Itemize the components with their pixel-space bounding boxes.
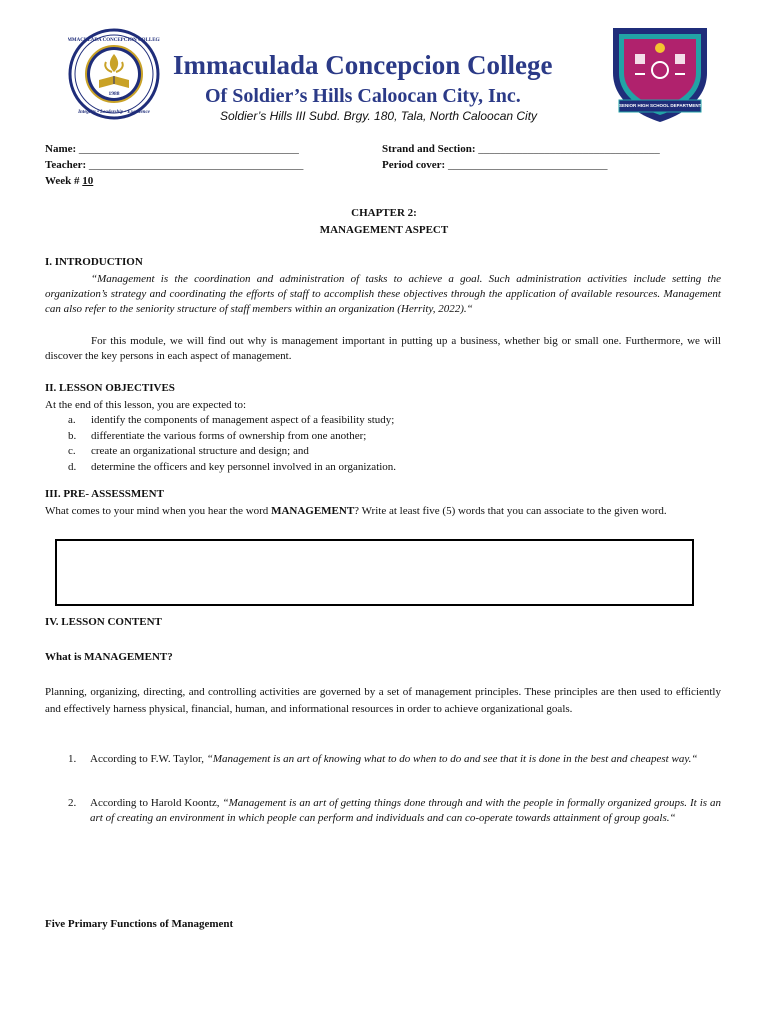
objective-text: differentiate the various forms of ownership from one another; bbox=[91, 429, 367, 442]
introduction-quote: “Management is the coordination and administration of tasks to achieve a goal. Such administration activities include setting the organization’s strategy and coordinating the efforts of staff to accomplish these objectives through the application of available resources. Management can also refer to the seniority structure of staff members within an organization (Herrity, 2022).“ bbox=[45, 273, 721, 315]
objective-text: identify the components of management aspect of a feasibility study; bbox=[91, 414, 395, 426]
seal-year-text: 1988 bbox=[108, 91, 120, 97]
objective-item bbox=[68, 444, 668, 460]
teacher-blank: _______________________________________ bbox=[88, 159, 304, 171]
definition-quote: “Management is an art of getting things done through and with the people in formally organized groups. It is an art of creating an environment in which people can perform and individuals and can co-operate towards attainment of group goals.“ bbox=[90, 797, 721, 824]
period-cover-blank: _____________________________ bbox=[447, 159, 608, 171]
definition-item bbox=[68, 796, 721, 826]
objective-marker: a. bbox=[68, 414, 76, 426]
objective-item bbox=[68, 429, 668, 445]
lesson-content-heading: IV. LESSON CONTENT bbox=[45, 616, 162, 628]
definition-number: 2. bbox=[68, 797, 77, 809]
objective-text: create an organizational structure and design; and bbox=[91, 445, 309, 457]
teacher-field[interactable] bbox=[45, 158, 303, 173]
objective-item bbox=[68, 460, 668, 476]
shs-banner-text: SENIOR HIGH SCHOOL DEPARTMENT bbox=[619, 103, 701, 108]
pre-assessment-prompt bbox=[45, 504, 721, 519]
definition-lead: According to Harold Koontz, bbox=[90, 797, 223, 809]
college-subtitle: Of Soldier’s Hills Caloocan City, Inc. bbox=[205, 85, 521, 107]
objectives-heading: II. LESSON OBJECTIVES bbox=[45, 382, 175, 394]
strand-section-field[interactable] bbox=[382, 142, 660, 157]
definition-lead: According to F.W. Taylor, bbox=[90, 753, 207, 765]
strand-section-blank: _________________________________ bbox=[478, 143, 660, 155]
college-seal-logo bbox=[68, 28, 160, 120]
strand-section-label: Strand and Section: bbox=[382, 143, 476, 155]
name-label: Name: bbox=[45, 143, 77, 155]
objectives-intro: At the end of this lesson, you are expected to: bbox=[45, 399, 247, 411]
college-address: Soldier’s Hills III Subd. Brgy. 180, Tala, North Caloocan City bbox=[220, 109, 538, 123]
prompt-text-before: What comes to your mind when you hear the word bbox=[45, 505, 272, 517]
senior-high-school-badge bbox=[605, 18, 715, 124]
teacher-label: Teacher: bbox=[45, 159, 87, 171]
prompt-keyword: MANAGEMENT bbox=[271, 505, 355, 517]
objective-text: determine the officers and key personnel involved in an organization. bbox=[91, 460, 397, 473]
week-field bbox=[45, 174, 93, 189]
chapter-title: MANAGEMENT ASPECT bbox=[319, 224, 449, 236]
introduction-paragraph: For this module, we will find out why is management important in putting up a business, whether big or small one. Furthermore, we will discover the key persons in each aspect of management. bbox=[45, 335, 721, 362]
definition-quote: “Management is an art of knowing what to do when to do and see that it is done in the best and cheapest way.“ bbox=[206, 753, 698, 765]
week-value: 10 bbox=[82, 175, 94, 187]
chapter-number: CHAPTER 2: bbox=[351, 207, 417, 219]
name-field[interactable] bbox=[45, 142, 299, 157]
period-cover-field[interactable] bbox=[382, 158, 607, 173]
pre-assessment-answer-box[interactable] bbox=[55, 539, 694, 606]
objective-item bbox=[68, 413, 668, 429]
objective-marker: d. bbox=[68, 460, 77, 473]
definition-number: 1. bbox=[68, 753, 77, 765]
objectives-list bbox=[68, 413, 668, 475]
definition-item bbox=[68, 752, 721, 767]
objective-marker: b. bbox=[68, 429, 77, 442]
week-label: Week # bbox=[45, 175, 80, 187]
objective-marker: c. bbox=[68, 445, 76, 457]
seal-ring-bottom-text: Integrity • Leadership • Excellence bbox=[78, 110, 150, 115]
prompt-text-after: ? Write at least five (5) words that you can associate to the given word. bbox=[354, 505, 667, 517]
what-is-management-heading: What is MANAGEMENT? bbox=[45, 651, 173, 663]
management-definition-paragraph: Planning, organizing, directing, and controlling activities are governed by a set of management principles. These principles are then used to efficiently and effectively harness physical, financial, human, and informational resources in order to achieve organizational goals. bbox=[45, 686, 721, 715]
period-cover-label: Period cover: bbox=[382, 159, 446, 171]
name-blank: ________________________________________ bbox=[78, 143, 299, 155]
five-functions-heading: Five Primary Functions of Management bbox=[45, 918, 234, 930]
introduction-heading: I. INTRODUCTION bbox=[45, 256, 143, 268]
pre-assessment-heading: III. PRE- ASSESSMENT bbox=[45, 488, 164, 500]
seal-ring-top-text: IMMACULADA CONCEPCION COLLEGE bbox=[68, 38, 160, 43]
college-name: Immaculada Concepcion College bbox=[173, 50, 553, 80]
